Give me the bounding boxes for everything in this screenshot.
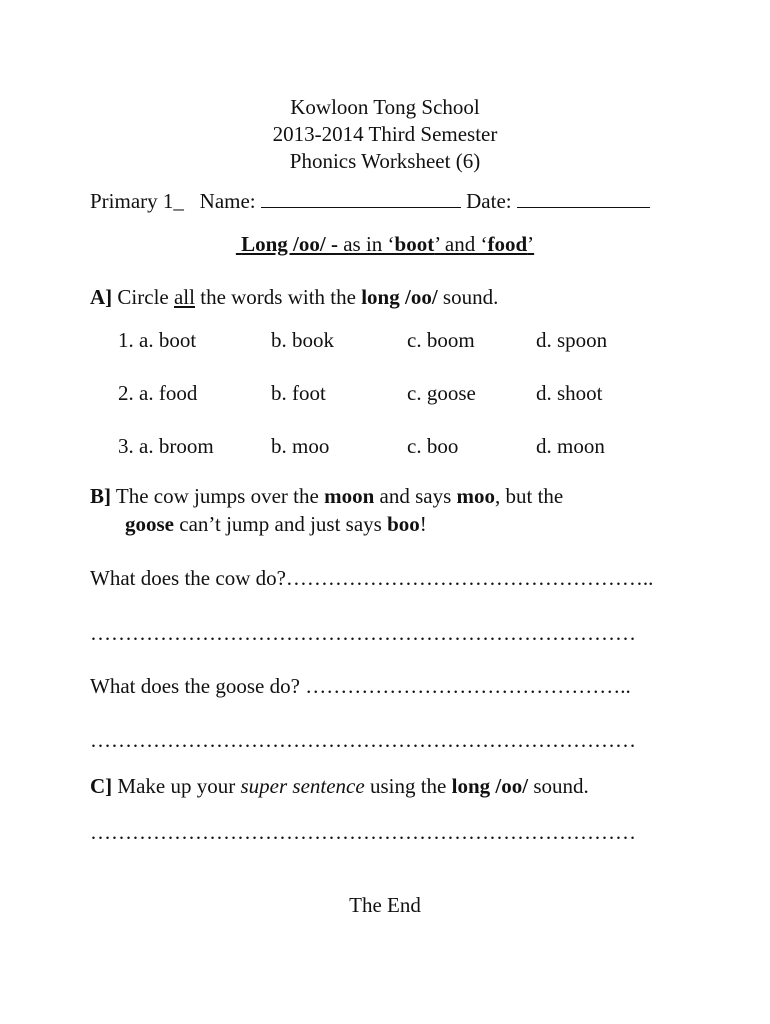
section-a-long-oo: long /oo/ bbox=[361, 285, 438, 309]
topic-part2: as in ‘ bbox=[337, 232, 395, 256]
answer-line-goose[interactable]: …………………………………………………………………… bbox=[90, 728, 636, 752]
word-option[interactable]: b. foot bbox=[271, 381, 326, 405]
section-c-text: sound. bbox=[528, 774, 589, 798]
word-option[interactable]: d. moon bbox=[536, 434, 605, 458]
topic-word1: boot bbox=[394, 232, 435, 256]
answer-line-sentence[interactable]: …………………………………………………………………… bbox=[90, 820, 636, 844]
section-c-text: using the bbox=[364, 774, 452, 798]
section-a-label: A] bbox=[90, 285, 113, 309]
name-label: Name: bbox=[199, 189, 256, 213]
section-b-line-2 bbox=[125, 514, 427, 535]
word-option[interactable]: 1. a. boot bbox=[118, 328, 197, 352]
word-option[interactable]: b. moo bbox=[271, 434, 330, 458]
section-b-text: ! bbox=[419, 512, 427, 536]
word-option[interactable]: 2. a. food bbox=[118, 381, 198, 405]
date-label: Date: bbox=[466, 189, 512, 213]
section-b-label: B] bbox=[90, 484, 111, 508]
worksheet-title: Phonics Worksheet (6) bbox=[289, 149, 481, 173]
name-blank[interactable] bbox=[261, 191, 461, 208]
topic-underlined bbox=[236, 232, 534, 256]
date-blank[interactable] bbox=[517, 191, 650, 208]
topic-part3: ’ and ‘ bbox=[434, 232, 488, 256]
section-b-text: and says bbox=[374, 484, 457, 508]
word-option[interactable]: c. boom bbox=[407, 328, 475, 352]
section-b-line-1 bbox=[90, 486, 563, 507]
topic-part4: ’ bbox=[527, 232, 535, 256]
section-b-boo: boo bbox=[387, 512, 420, 536]
section-b-text: , but the bbox=[495, 484, 564, 508]
primary-label: Primary 1_ bbox=[90, 189, 184, 213]
word-option[interactable]: d. spoon bbox=[536, 328, 608, 352]
semester-title: 2013-2014 Third Semester bbox=[272, 122, 498, 146]
word-option[interactable]: 3. a. broom bbox=[118, 434, 214, 458]
section-b-moon: moon bbox=[324, 484, 375, 508]
section-c-long-oo: long /oo/ bbox=[451, 774, 529, 798]
question-goose: What does the goose do? ……………………………………….. bbox=[90, 674, 631, 698]
section-c-instruction bbox=[90, 776, 589, 797]
word-option[interactable]: c. boo bbox=[407, 434, 459, 458]
word-option[interactable]: b. book bbox=[271, 328, 334, 352]
section-a-text: sound. bbox=[437, 285, 499, 309]
section-c-super-sentence: super sentence bbox=[240, 774, 365, 798]
question-cow: What does the cow do?…………………………………………….. bbox=[90, 566, 654, 590]
section-b-moo: moo bbox=[456, 484, 496, 508]
topic-part1: Long /oo/ - bbox=[241, 232, 338, 256]
section-a-all: all bbox=[173, 285, 195, 309]
word-option[interactable]: d. shoot bbox=[536, 381, 603, 405]
topic-title bbox=[0, 234, 770, 255]
section-b-goose: goose bbox=[125, 512, 174, 536]
word-option[interactable]: c. goose bbox=[407, 381, 476, 405]
section-c-label: C] bbox=[90, 774, 113, 798]
info-line bbox=[90, 191, 650, 212]
answer-line-cow[interactable]: …………………………………………………………………… bbox=[90, 621, 636, 645]
school-name: Kowloon Tong School bbox=[290, 95, 480, 119]
the-end: The End bbox=[349, 893, 421, 917]
section-a-instruction bbox=[90, 287, 498, 308]
section-c-text: Make up your bbox=[112, 774, 241, 798]
section-a-text: the words with the bbox=[194, 285, 362, 309]
section-b-text: can’t jump and just says bbox=[174, 512, 388, 536]
topic-word2: food bbox=[487, 232, 528, 256]
section-a-text: Circle bbox=[112, 285, 174, 309]
section-b-text: The cow jumps over the bbox=[111, 484, 325, 508]
